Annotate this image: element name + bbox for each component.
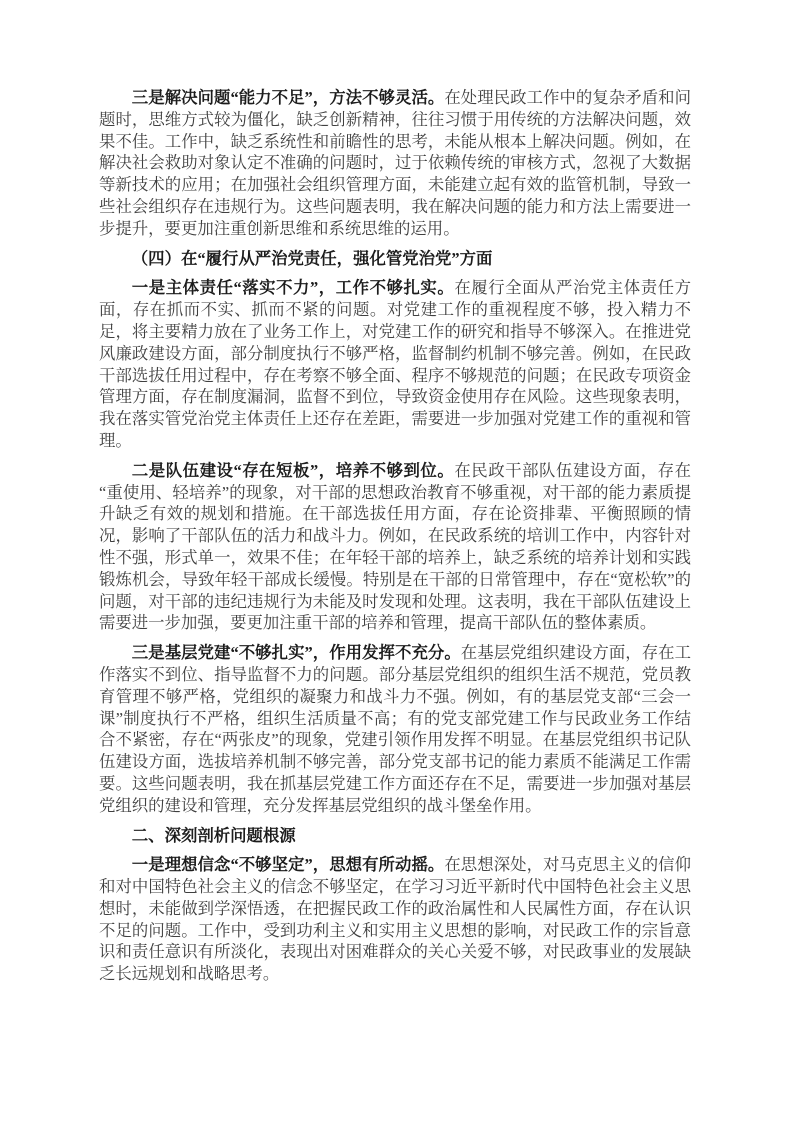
paragraph-text: 在基层党组织建设方面，存在工作落实不到位、指导监督不力的问题。部分基层党组织的组织生活不规范，党员教育管理不够严格，党组织的凝聚力和战斗力不强。例如，有的基层党支部“三会一课”制度执行不严格，组织生活质量不高；有的党支部党建工作与民政业务工作结合不紧密，存在“两张皮”的现象，党建引领作用发挥不明显。在基层党组织书记队伍建设方面，选拔培养机制不够完善，部分党支部书记的能力素质不能满足工作需要。这些问题表明，我在抓基层党建工作方面还存在不足，需要进一步加强对基层党组织的建设和管理，充分发挥基层党组织的战斗堡垒作用。 xyxy=(99,643,691,815)
paragraph-text: 在思想深处，对马克思主义的信仰和对中国特色社会主义的信念不够坚定，在学习习近平新时代中国特色社会主义思想时，未能做到学深悟透，在把握民政工作的政治属性和人民属性方面，存在认识不足的问题。工作中，受到功利主义和实用主义思想的影响，对民政工作的宗旨意识和责任意识有所淡化，表现出对困难群众的关心关爱不够，对民政事业的发展缺乏长远规划和战略思考。 xyxy=(99,855,692,984)
paragraph-text: 在履行全面从严治党主体责任方面，存在抓而不实、抓而不紧的问题。对党建工作的重视程度不够，投入精力不足，将主要精力放在了业务工作上，对党建工作的研究和指导不够深入。在推进党风廉政建设方面，部分制度执行不够严格，监督制约机制不够完善。例如，在民政干部选拔任用过程中，存在考察不够全面、程序不够规范的问题；在民政专项资金管理方面，存在制度漏洞，监督不到位，导致资金使用存在风险。这些现象表明，我在落实管党治党主体责任上还存在差距，需要进一步加强对党建工作的重视和管理。 xyxy=(99,278,692,450)
body-paragraph xyxy=(99,277,691,451)
body-paragraph xyxy=(99,642,691,816)
document-content xyxy=(99,87,691,985)
section-heading: 二、深刻剖析问题根源 xyxy=(131,825,296,845)
paragraph-lead-bold: 二是队伍建设“存在短板”，培养不够到位。 xyxy=(131,460,455,480)
body-paragraph xyxy=(99,460,691,634)
paragraph-lead-bold: 三是基层党建“不够扎实”，作用发挥不充分。 xyxy=(131,643,461,663)
paragraph-text: 在民政干部队伍建设方面，存在“重使用、轻培养”的现象，对干部的思想政治教育不够重视，对干部的能力素质提升缺乏有效的规划和措施。在干部选拔任用方面，存在论资排辈、平衡照顾的情况，影响了干部队伍的活力和战斗力。例如，在民政系统的培训工作中，内容针对性不强，形式单一，效果不佳；在年轻干部的培养上，缺乏系统的培养计划和实践锻炼机会，导致年轻干部成长缓慢。特别是在干部的日常管理中，存在“宽松软”的问题，对干部的违纪违规行为未能及时发现和处理。这表明，我在干部队伍建设上需要进一步加强，要更加注重干部的培养和管理，提高干部队伍的整体素质。 xyxy=(99,460,692,633)
paragraph-text: 在处理民政工作中的复杂矛盾和问题时，思维方式较为僵化，缺乏创新精神，往往习惯于用传统的方法解决问题，效果不佳。工作中，缺乏系统性和前瞻性的思考，未能从根本上解决问题。例如，在解决社会救助对象认定不准确的问题时，过于依赖传统的审核方式，忽视了大数据等新技术的应用；在加强社会组织管理方面，未能建立起有效的监管机制，导致一些社会组织存在违规行为。这些问题表明，我在解决问题的能力和方法上需要进一步提升，要更加注重创新思维和系统思维的运用。 xyxy=(99,88,692,238)
body-paragraph xyxy=(99,87,691,240)
paragraph-lead-bold: 一是主体责任“落实不力”，工作不够扎实。 xyxy=(131,278,455,298)
paragraph-lead-bold: 三是解决问题“能力不足”，方法不够灵活。 xyxy=(131,88,445,107)
section-heading: （四）在“履行从严治党责任，强化管党治党”方面 xyxy=(131,248,493,268)
body-paragraph xyxy=(99,854,691,985)
paragraph-lead-bold: 一是理想信念“不够坚定”，思想有所动摇。 xyxy=(131,855,445,875)
